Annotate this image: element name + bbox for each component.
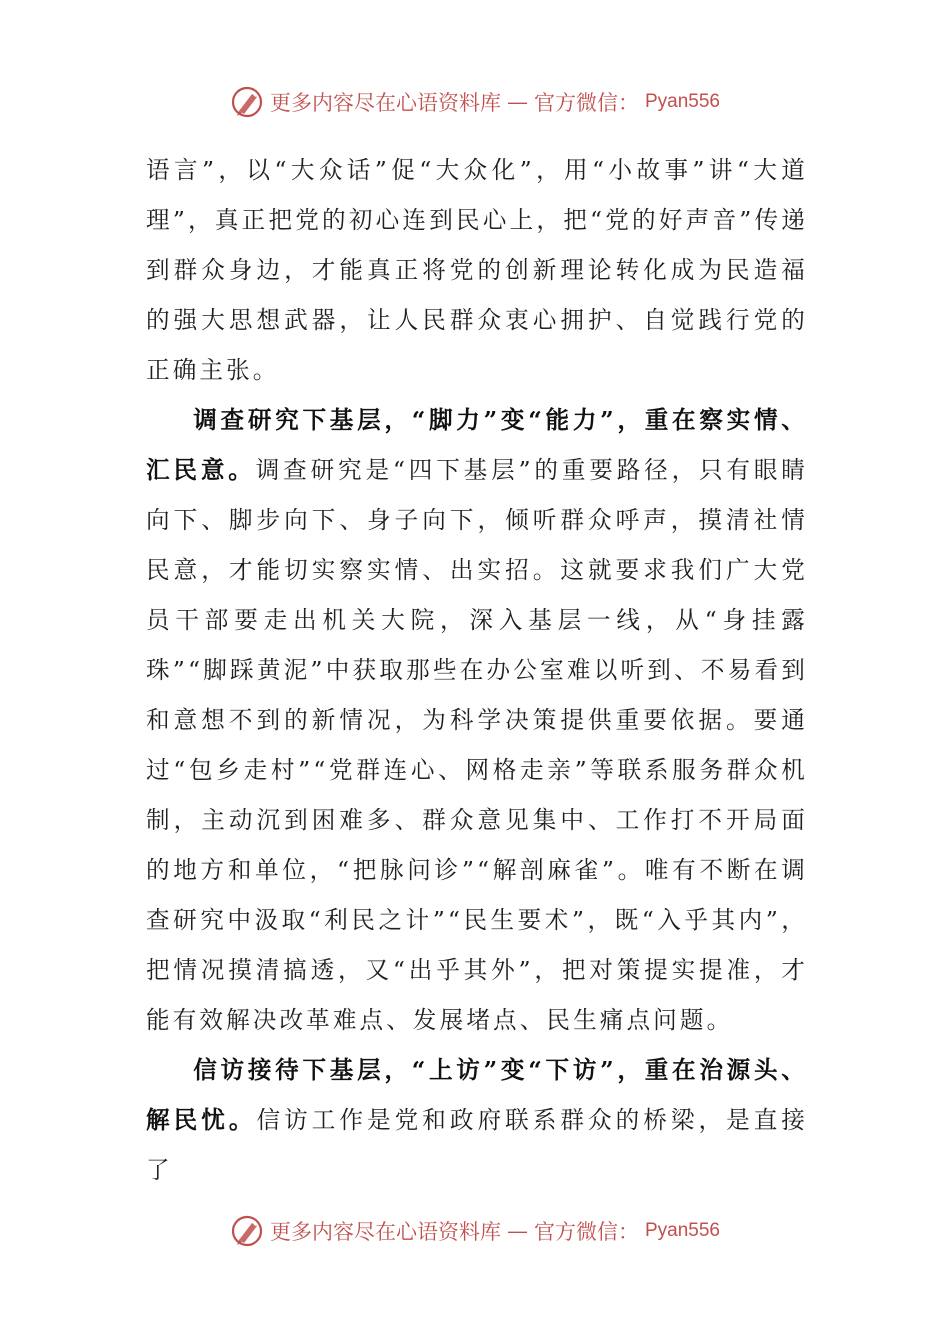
pen-nib-logo-icon bbox=[230, 1214, 264, 1248]
paragraph-3 bbox=[146, 1045, 808, 1195]
paragraph-1: 语言”，以“大众话”促“大众化”，用“小故事”讲“大道理”，真正把党的初心连到民心上，把“党的好声音”传递到群众身边，才能真正将党的创新理论转化成为民造福的强大思想武器，让人民群众衷心拥护、自觉践行党的正确主张。 bbox=[146, 156, 808, 384]
paragraph-2-text: 调查研究是“四下基层”的重要路径，只有眼睛向下、脚步向下、身子向下，倾听群众呼声，摸清社情民意，才能切实察实情、出实招。这就要求我们广大党员干部要走出机关大院，深入基层一线，从“身挂露珠”“脚踩黄泥”中获取那些在办公室难以听到、不易看到和意想不到的新情况，为科学决策提供重要依据。要通过“包乡走村”“党群连心、网格走亲”等联系服务群众机制，主动沉到困难多、群众意见集中、工作打不开局面的地方和单位，“把脉问诊”“解剖麻雀”。唯有不断在调查研究中汲取“利民之计”“民生要术”，既“入乎其内”，把情况摸清搞透，又“出乎其外”，把对策提实提准，才能有效解决改革难点、发展堵点、民生痛点问题。 bbox=[146, 456, 808, 1034]
footer-wechat-label: 官方微信： bbox=[533, 1220, 639, 1244]
footer-wechat-id: Pyan556 bbox=[644, 1220, 720, 1241]
pen-nib-logo-icon bbox=[230, 85, 264, 119]
header-wechat-label: 官方微信： bbox=[533, 91, 639, 115]
paragraph-3-text: 信访工作是党和政府联系群众的桥梁，是直接了 bbox=[146, 1106, 809, 1184]
document-body bbox=[146, 145, 808, 1195]
footer-watermark bbox=[0, 1211, 950, 1251]
paragraph-2-heading: 调查研究下基层，“脚力”变“能力”，重在察实情、汇民意。 bbox=[146, 406, 808, 484]
paragraph-2 bbox=[146, 395, 808, 1045]
header-wechat-id: Pyan556 bbox=[644, 91, 720, 112]
header-dash: — bbox=[506, 90, 528, 114]
footer-brand-text: 更多内容尽在心语资料库 bbox=[269, 1220, 501, 1244]
footer-dash: — bbox=[506, 1219, 528, 1243]
paragraph-3-heading: 信访接待下基层，“上访”变“下访”，重在治源头、解民忧。 bbox=[146, 1056, 808, 1134]
header-watermark bbox=[0, 82, 950, 122]
header-brand-text: 更多内容尽在心语资料库 bbox=[269, 91, 501, 115]
